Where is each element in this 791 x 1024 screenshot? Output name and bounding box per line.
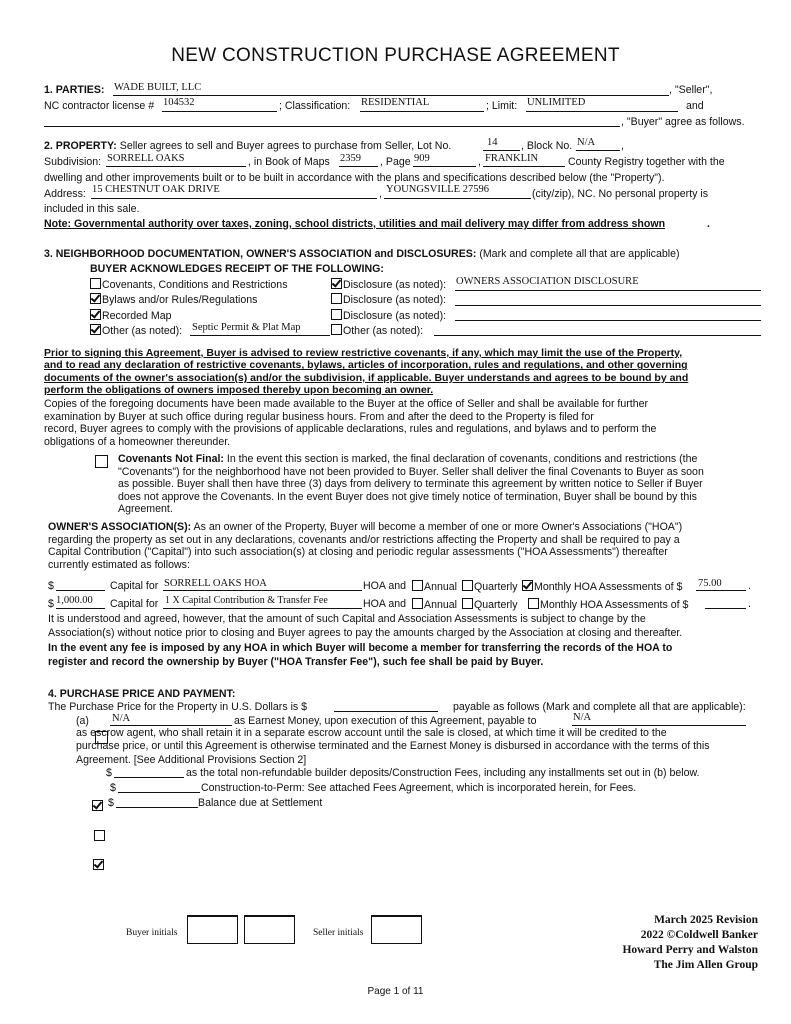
hoa-1-annual[interactable]: Annual [412,580,457,594]
hoa-1-assessment-field[interactable]: 75.00 [698,578,722,589]
hoa-2-assessment-field[interactable] [705,608,746,609]
doc-other-left[interactable]: Other (as noted): [90,324,182,338]
balance-amount-field[interactable] [116,807,198,808]
revision-block: March 2025 Revision 2022 ©Coldwell Banker Howard Perry and Walston The Jim Allen Group [622,914,758,971]
lot-field[interactable]: 14 [487,137,498,148]
hoa-2-amount-field[interactable]: 1,000.00 [56,595,93,606]
other-right-field[interactable] [434,335,761,336]
construction-to-perm-checkbox[interactable] [94,830,105,841]
checkbox[interactable] [412,598,423,609]
block-field[interactable]: N/A [577,137,596,148]
doc-other-right[interactable]: Other (as noted): [331,324,423,338]
owners-association-paragraph: OWNER'S ASSOCIATION(S): As an owner of the Property, Buyer will become a member of one or more Owner's Associations ("HOA") regarding the property as set out in any declarations, covenants and/or restrictions affecting the Property and shall be required to pay a Capital Contribution ("Capital") into such association(s) at closing and periodic regular assessments ("HOA Assessments") thereafter currently estimated as follows: [48,521,683,571]
earnest-money-field[interactable]: N/A [112,713,131,724]
balance-checkbox[interactable] [93,859,104,870]
doc-covenants[interactable]: Covenants, Conditions and Restrictions [90,278,288,292]
prior-to-signing: Prior to signing this Agreement, Buyer is advised to review restrictive covenants, if any, which may limit the use of the Property, and to read any declaration of restrictive covenants, bylaws, articles of incorporation, rules and regulations, and other governing documents of the owner's association(s) and/or the subdivision, if applicable. Buyer understands and agrees to be bound by and perform the obligations of owners imposed thereby upon becoming an owner. [44,347,689,397]
checkbox[interactable] [522,580,533,591]
checkbox[interactable] [412,580,423,591]
checkbox[interactable] [90,309,101,320]
hoa-2-monthly[interactable]: Monthly HOA Assessments of $ [528,598,688,612]
other-left-field[interactable]: Septic Permit & Plat Map [192,322,301,333]
covenants-not-final-checkbox[interactable] [95,455,108,468]
city-field[interactable]: YOUNGSVILLE 27596 [386,184,489,195]
checkbox[interactable] [462,598,473,609]
page-number: Page 1 of 11 [367,986,424,997]
deposit-amount-field[interactable] [114,777,184,778]
page-title: NEW CONSTRUCTION PURCHASE AGREEMENT [171,45,620,66]
property-heading: 2. PROPERTY: [44,140,117,152]
section-neighborhood: 3. NEIGHBORHOOD DOCUMENTATION, OWNER'S ASSOCIATION and DISCLOSURES: (Mark and complete all that are applicable) BUYER ACKNOWLEDGES RECEIPT OF THE FOLLOWING: Covenants, Conditions and Restrictions Bylaws and/or Rules/Regulations Recorded Map Other (as noted): Septic Permit & Plat Map Disclosure (as noted): OWNERS ASSOCIATION DISCLOSURE Disclosure (as noted): Disclosure (as noted): Other (as noted): Prior to signing this Agreement, Buyer is advised to review restrictive covenants, if any, which may limit the use of the Property, and to read any declaration of restrictive covenants, bylaws, articles of incorporation, rules and regulations, and other governing documents of the owner's association(s) and/or the subdivision, if applicable. Buyer understands and agrees to be bound by and perform the obligations of owners imposed thereby upon becoming an owner. Copies of the foregoing documents have been made available to the Buyer at the office of Seller and shall be available for further examination by Buyer at such office during regular business hours. From and after the deed to the Property is filed for record, Buyer agrees to comply with the provisions of applicable declarations, rules and regulations, and bylaws and to perform the obligations of a homeowner thereunder. Covenants Not Final: In the event this section is marked, the final declaration of covenants, conditions and restrictions (the "Covenants") for the neighborhood have not been provided to Buyer. Seller shall deliver the final Covenants to Buyer as soon as possible. Buyer shall then have three (3) days from delivery to terminate this agreement by written notice to Seller if Buyer does not approve the Covenants. In the event Buyer does not give timely notice of termination, Buyer shall be bound by this Agreement. OWNER'S ASSOCIATION(S): As an owner of the Property, Buyer will become a member of one or more Owner's Associations ("HOA") regarding the property as set out in any declarations, covenants and/or restrictions affecting the Property and shall be required to pay a Capital Contribution ("Capital") into such association(s) at closing and periodic regular assessments ("HOA Assessments") thereafter currently estimated as follows: $ Capital for SORRELL OAKS HOA HOA and Annual Quarterly Monthly HOA Assessments of $ 75.00 . $ 1,000.00 Capital for 1 X Capital Contribution & Transfer Fee HOA and Annual Quarterly Monthly HOA Assessments of $ . It is understood and agreed, however, that the amount of such Capital and Association Assessments is subject to change by the Association(s) without notice prior to closing and Buyer agrees to pay the amounts charged by the Association at closing and thereafter. In the event any fee is imposed by any HOA in which Buyer will become a member for transferring the records of the HOA to register and record the ownership by Buyer ("HOA Transfer Fee"), such fee shall be paid by Buyer. [0,0,791,16]
deposit-row: $ as the total non-refundable builder deposits/Construction Fees, including any installments set out in (b) below. [0,32,791,46]
subdivision-field[interactable]: SORRELL OAKS [107,153,185,164]
property-note: Note: Governmental authority over taxes, zoning, school districts, utilities and mail delivery may differ from address shown [44,218,666,230]
buyer-name-field[interactable] [44,126,620,127]
construction-amount-field[interactable] [118,792,200,793]
covenants-paragraph: Covenants Not Final: In the event this section is marked, the final declaration of covenants, conditions and restrictions (the "Covenants") for the neighborhood have not been provided to Buyer. Seller shall deliver the final Covenants to Buyer as soon as possible. Buyer shall then have three (3) days from delivery to terminate this agreement by written notice to Seller if Buyer does not approve the Covenants. In the event Buyer does not give timely notice of termination, Buyer shall be bound by this Agreement. [118,453,704,516]
copies-paragraph: Copies of the foregoing documents have been made available to the Buyer at the office of Seller and shall be available for further examination by Buyer at such office during regular business hours. From and after the deed to the Property is filed for record, Buyer agrees to comply with the provisions of applicable declarations, rules and regulations, and bylaws and to perform the obligations of a homeowner thereunder. [44,398,657,448]
construction-to-perm-row: $ Construction-to-Perm: See attached Fees Agreement, which is incorporated herein, for Fees. [0,47,791,61]
license-field[interactable]: 104532 [163,97,195,108]
buyer-initials-box-2[interactable] [244,915,295,944]
transfer-fee-paragraph: In the event any fee is imposed by any HOA in which Buyer will become a member for transferring the records of the HOA to register and record the ownership by Buyer ("HOA Transfer Fee"), such fee shall be paid by Buyer. [48,642,673,668]
page-field[interactable]: 909 [414,153,430,164]
hoa-1-amount-field[interactable] [56,590,105,591]
hoa-1-name-field[interactable]: SORRELL OAKS HOA [164,578,267,589]
checkbox[interactable] [331,324,342,335]
purchase-price-field[interactable] [334,711,438,712]
doc-recorded-map[interactable]: Recorded Map [90,309,172,323]
classification-field[interactable]: RESIDENTIAL [361,97,430,108]
payable-to-field[interactable]: N/A [573,712,592,723]
neighborhood-heading: 3. NEIGHBORHOOD DOCUMENTATION, OWNER'S ASSOCIATION and DISCLOSURES: [44,248,477,260]
disclosure-2-field[interactable] [455,305,761,306]
balance-row: $ Balance due at Settlement [0,61,791,75]
parties-heading: 1. PARTIES: [44,84,105,96]
disclosure-1[interactable]: Disclosure (as noted): [331,278,446,292]
checkbox[interactable] [90,278,101,289]
address-field[interactable]: 15 CHESTNUT OAK DRIVE [92,184,220,195]
disclosure-1-field[interactable]: OWNERS ASSOCIATION DISCLOSURE [456,276,639,287]
doc-bylaws[interactable]: Bylaws and/or Rules/Regulations [90,293,257,307]
book-field[interactable]: 2359 [340,153,361,164]
seller-name-field[interactable]: WADE BUILT, LLC [114,82,202,93]
checkbox[interactable] [331,309,342,320]
escrow-paragraph: as escrow agent, who shall retain it in a separate escrow account until the sale is closed, at which time it will be credited to the purchase price, or until this Agreement is otherwise terminated and the Earnest Money is disbursed in accordance with the terms of this Agreement. [See Additional Provisions Section 2] [76,727,710,766]
checkbox[interactable] [462,580,473,591]
ack-heading: BUYER ACKNOWLEDGES RECEIPT OF THE FOLLOWING: [90,263,384,275]
disclosure-3[interactable]: Disclosure (as noted): [331,309,446,323]
disclosure-3-field[interactable] [455,320,761,321]
hoa-1-monthly[interactable]: Monthly HOA Assessments of $ [522,580,682,594]
understood-paragraph: It is understood and agreed, however, that the amount of such Capital and Association Assessments is subject to change by the Association(s) without notice prior to closing and Buyer agrees to pay the amounts charged by the Association at closing and thereafter. [48,613,683,639]
hoa-2-quarterly[interactable]: Quarterly [462,598,518,612]
checkbox[interactable] [90,324,101,335]
hoa-2-name-field[interactable]: 1 X Capital Contribution & Transfer Fee [165,595,328,606]
hoa-2-annual[interactable]: Annual [412,598,457,612]
buyer-initials-box-1[interactable] [187,915,238,944]
checkbox[interactable] [528,598,539,609]
checkbox[interactable] [331,293,342,304]
purchase-heading: 4. PURCHASE PRICE AND PAYMENT: [48,688,236,700]
disclosure-2[interactable]: Disclosure (as noted): [331,293,446,307]
hoa-1-quarterly[interactable]: Quarterly [462,580,518,594]
section-purchase: 4. PURCHASE PRICE AND PAYMENT: The Purchase Price for the Property in U.S. Dollars is $ payable as follows (Mark and complete all that are applicable): (a) N/A as Earnest Money, upon execution of this Agreement, payable to N/A as escrow agent, who shall retain it in a separate escrow account until the sale is closed, at which time it will be credited to the purchase price, or until this Agreement is otherwise terminated and the Earnest Money is disbursed in accordance with the terms of this Agreement. [See Additional Provisions Section 2] $ as the total non-refundable builder deposits/Construction Fees, including any installments set out in (b) below. $ Construction-to-Perm: See attached Fees Agreement, which is incorporated herein, for Fees. $ Balance due at Settlement [0,16,791,75]
checkbox[interactable] [331,278,342,289]
seller-initials-box[interactable] [371,915,422,944]
checkbox[interactable] [90,293,101,304]
county-field[interactable]: FRANKLIN [485,153,539,164]
deposit-checkbox[interactable] [92,800,103,811]
limit-field[interactable]: UNLIMITED [527,97,586,108]
